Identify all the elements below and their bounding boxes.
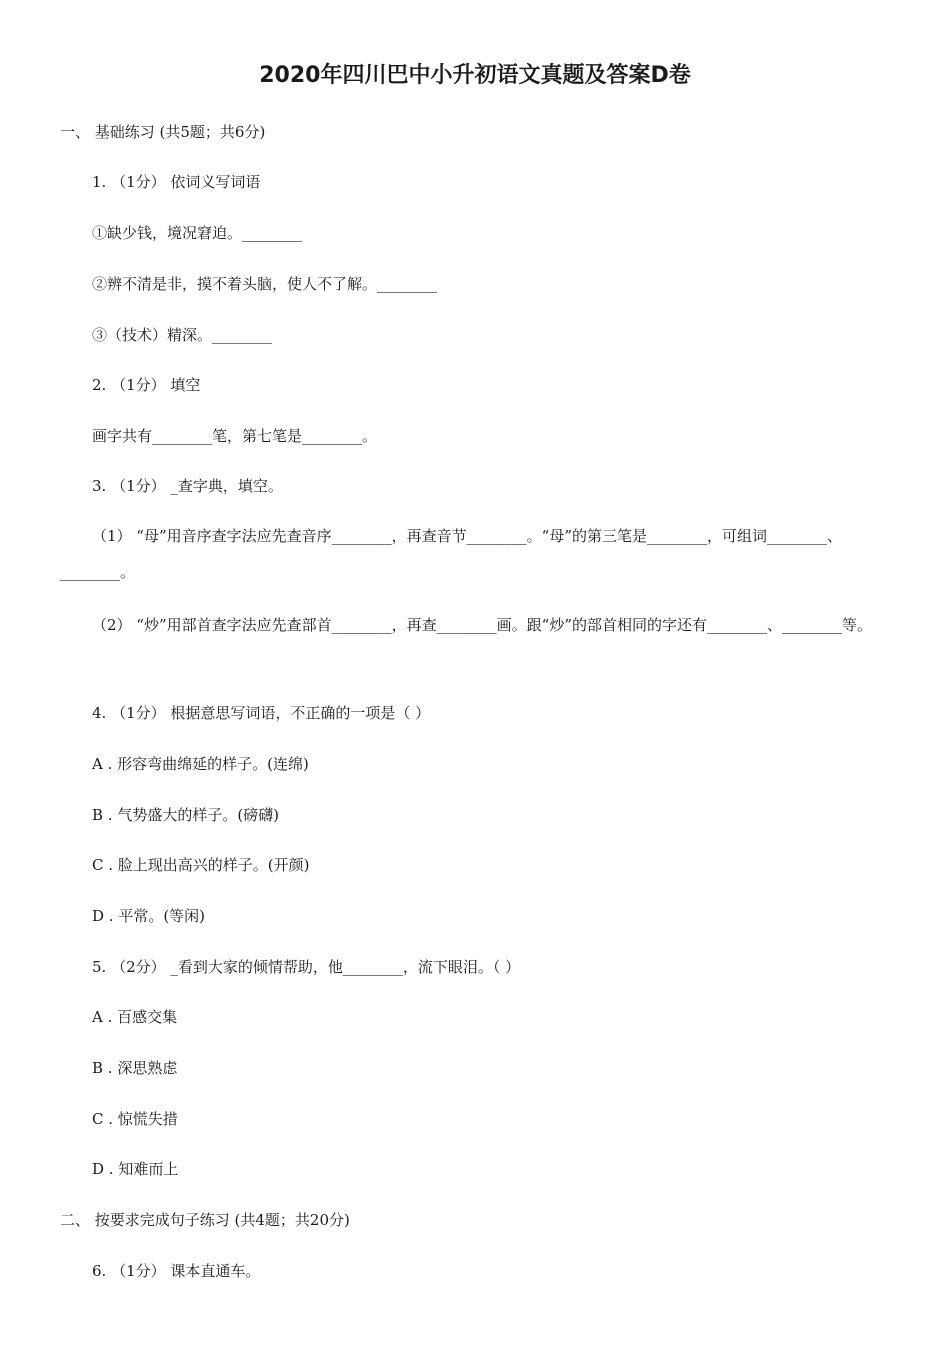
question-3-part-1: （1） “母”用音序查字法应先查音序________，再查音节________。“母”的第三笔是________，可组词________、________。	[60, 527, 842, 581]
question-1-item-2: ②辨不清是非，摸不着头脑，使人不了解。________	[92, 275, 438, 293]
question-6-heading: 6. （1分） 课本直通车。	[92, 1262, 261, 1280]
section-heading-2: 二、 按要求完成句子练习 (共4题；共20分)	[60, 1211, 350, 1229]
question-4-option-b: B . 气势盛大的样子。(磅礴)	[92, 806, 280, 824]
section-heading-1: 一、 基础练习 (共5题；共6分)	[60, 123, 266, 141]
question-1-item-3: ③（技术）精深。________	[92, 326, 273, 344]
question-2-line: 画字共有________笔，第七笔是________。	[92, 427, 378, 445]
question-2-heading: 2. （1分） 填空	[92, 376, 201, 394]
document-title: 2020年四川巴中小升初语文真题及答案D卷	[259, 63, 691, 88]
question-4-option-c: C . 脸上现出高兴的样子。(开颜)	[92, 856, 310, 874]
question-5-heading: 5. （2分） _看到大家的倾情帮助，他________，流下眼泪。（ ）	[92, 958, 521, 976]
question-5-option-b: B . 深思熟虑	[92, 1059, 178, 1077]
question-3-part-2: （2） “炒”用部首查字法应先查部首________，再查________画。跟“炒”的部首相同的字还有________、________等。	[92, 616, 872, 634]
question-5-option-a: A . 百感交集	[92, 1008, 178, 1026]
question-4-heading: 4. （1分） 根据意思写词语，不正确的一项是（ ）	[92, 704, 431, 722]
question-3-heading: 3. （1分） _查字典，填空。	[92, 477, 283, 495]
question-1-heading: 1. （1分） 依词义写词语	[92, 173, 261, 191]
question-1-item-1: ①缺少钱，境况窘迫。________	[92, 224, 303, 242]
question-5-option-c: C . 惊慌失措	[92, 1110, 178, 1128]
question-4-option-d: D . 平常。(等闲)	[92, 907, 206, 925]
question-5-option-d: D . 知难而上	[92, 1160, 179, 1178]
question-4-option-a: A . 形容弯曲绵延的样子。(连绵)	[92, 755, 309, 773]
